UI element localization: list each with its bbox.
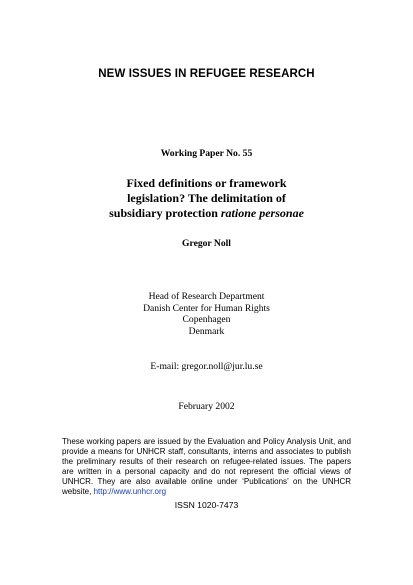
- disclaimer-text: These working papers are issued by the Evaluation and Policy Analysis Unit, and provide a means for UNHCR staff, consultants, interns and associates to publish the preliminary results of their research on refugee-related issues. The papers are written in a personal capacity and do not represent the official views of UNHCR. They are also available online under ‘Publications’ on the UNHCR website,: [62, 437, 351, 496]
- affiliation-block: [0, 291, 413, 337]
- paper-title-italic-phrase: ratione personae: [220, 206, 304, 220]
- affiliation-position: Head of Research Department: [148, 291, 265, 302]
- series-title: NEW ISSUES IN REFUGEE RESEARCH: [98, 68, 315, 80]
- paper-title: [0, 176, 413, 221]
- working-paper-number: Working Paper No. 55: [160, 148, 253, 159]
- email-address: E-mail: gregor.noll@jur.lu.se: [150, 361, 263, 372]
- affiliation-country: Denmark: [188, 325, 225, 337]
- unhcr-website-link[interactable]: http://www.unhcr.org: [93, 487, 167, 496]
- disclaimer-notice: [62, 437, 351, 497]
- paper-title-line-3: [0, 206, 413, 221]
- affiliation-city: Copenhagen: [182, 314, 231, 326]
- paper-title-line-2: legislation? The delimitation of: [127, 191, 286, 205]
- paper-title-line-3-text: subsidiary protection: [109, 206, 221, 220]
- author-name: Gregor Noll: [182, 238, 231, 249]
- paper-title-line-1: Fixed definitions or framework: [126, 176, 287, 190]
- issn-number: ISSN 1020-7473: [174, 500, 239, 510]
- affiliation-institution: Danish Center for Human Rights: [143, 302, 270, 314]
- publication-date: February 2002: [178, 401, 235, 412]
